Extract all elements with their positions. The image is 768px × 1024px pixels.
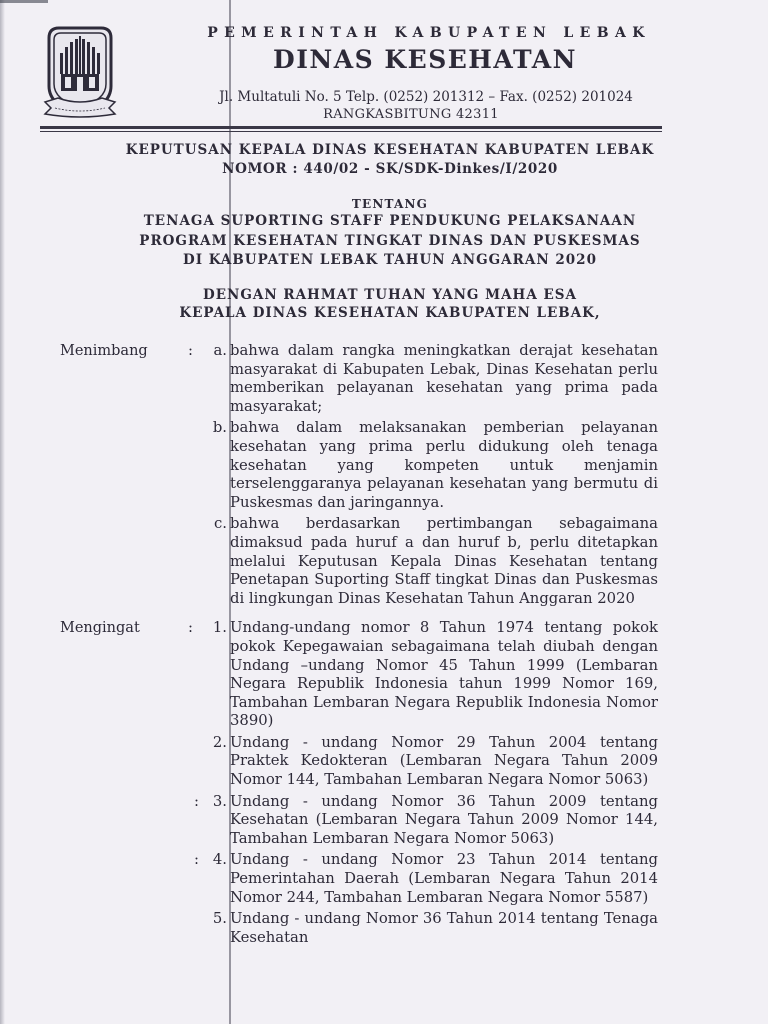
agency-address: Jl. Multatuli No. 5 Telp. (0252) 201312 – Fax. (0252) 201024 bbox=[219, 89, 633, 105]
scan-edge-shadow bbox=[0, 0, 5, 1024]
letterhead-rule-thick bbox=[40, 126, 662, 129]
item-marker: 5. bbox=[212, 910, 227, 928]
recalling-item bbox=[56, 793, 658, 849]
considering-item bbox=[56, 342, 658, 416]
lebak-regency-emblem-icon bbox=[41, 22, 119, 120]
issuer-line: KEPALA DINAS KESEHATAN KABUPATEN LEBAK, bbox=[179, 305, 601, 321]
recalling-colon: : bbox=[188, 619, 193, 637]
considering-colon: : bbox=[188, 342, 193, 359]
government-name: PEMERINTAH KABUPATEN LEBAK bbox=[207, 25, 651, 41]
recalling-item bbox=[56, 734, 658, 790]
considering-item bbox=[56, 419, 658, 512]
item-marker: c. bbox=[214, 515, 227, 533]
recalling-item bbox=[56, 910, 658, 947]
item-text: Undang-undang nomor 8 Tahun 1974 tentang pokok pokok Kepegawaian sebagaimana telah diubah dengan Undang –undang Nomor 45 Tahun 1999 (Lembaran Negara Republik Indonesia tahun 1999 Nomor 169, Tambahan Lembaran Negara Republik Indonesia Nomor 3890) bbox=[230, 619, 658, 730]
recalling-item bbox=[56, 619, 658, 731]
item-text: Undang - undang Nomor 36 Tahun 2014 tentang Tenaga Kesehatan bbox=[230, 910, 658, 946]
item-marker: 2. bbox=[212, 733, 227, 751]
decree-body bbox=[56, 342, 658, 950]
item-text: Undang - undang Nomor 23 Tahun 2014 tentang Pemerintahan Daerah (Lembaran Negara Tahun 2014 Nomor 244, Tambahan Lembaran Negara Nomor 5587) bbox=[230, 851, 658, 906]
item-text: bahwa berdasarkan pertimbangan sebagaimana dimaksud pada huruf a dan huruf b, perlu ditetapkan melalui Keputusan Kepala Dinas Kesehatan tentang Penetapan Suporting Staff tingkat Dinas dan Puskesmas di lingkungan Dinas Kesehatan Tahun Anggaran 2020 bbox=[230, 515, 658, 607]
recalling-section bbox=[56, 619, 658, 947]
considering-section bbox=[56, 342, 658, 608]
agency-city-postal: RANGKASBITUNG 42311 bbox=[323, 107, 499, 122]
decree-subject-line: DI KABUPATEN LEBAK TAHUN ANGGARAN 2020 bbox=[183, 252, 597, 268]
item-marker: a. bbox=[213, 342, 227, 359]
item-text: bahwa dalam melaksanakan pemberian pelayanan kesehatan yang prima perlu didukung oleh tenaga kesehatan yang kompeten untuk menjamin terselenggaranya pelayanan kesehatan yang bermutu di Puskesmas dan jaringannya. bbox=[230, 419, 658, 511]
item-marker: 1. bbox=[212, 619, 227, 637]
recalling-item bbox=[56, 851, 658, 907]
item-stray-colon: : bbox=[194, 851, 199, 869]
agency-name: DINAS KESEHATAN bbox=[273, 45, 577, 74]
letterhead-rule-thin bbox=[40, 131, 662, 132]
item-marker: 4. bbox=[212, 851, 227, 869]
considering-item bbox=[56, 515, 658, 608]
decree-subject-line: PROGRAM KESEHATAN TINGKAT DINAS DAN PUSKESMAS bbox=[139, 233, 641, 249]
decree-number: NOMOR : 440/02 - SK/SDK-Dinkes/I/2020 bbox=[222, 161, 558, 177]
item-stray-colon: : bbox=[194, 792, 199, 810]
recalling-label: Mengingat bbox=[60, 620, 140, 637]
item-text: bahwa dalam rangka meningkatkan derajat kesehatan masyarakat di Kabupaten Lebak, Dinas Kesehatan perlu memberikan pelayanan kesehatan yang prima pada masyarakat; bbox=[230, 342, 658, 415]
item-text: Undang - undang Nomor 36 Tahun 2009 tentang Kesehatan (Lembaran Negara Tahun 2009 Nomor 144, Tambahan Lembaran Negara Nomor 5063) bbox=[230, 792, 658, 847]
decree-title: KEPUTUSAN KEPALA DINAS KESEHATAN KABUPATEN LEBAK bbox=[125, 142, 655, 158]
decree-about-label: TENTANG bbox=[351, 197, 429, 211]
item-text: Undang - undang Nomor 29 Tahun 2004 tentang Praktek Kedokteran (Lembaran Negara Tahun 2009 Nomor 144, Tambahan Lembaran Negara Nomor 5063) bbox=[230, 733, 658, 789]
invocation-line: DENGAN RAHMAT TUHAN YANG MAHA ESA bbox=[202, 287, 578, 303]
considering-label: Menimbang bbox=[60, 343, 148, 359]
decree-subject-line: TENAGA SUPORTING STAFF PENDUKUNG PELAKSANAAN bbox=[143, 213, 637, 229]
scan-corner-shadow bbox=[0, 0, 48, 3]
item-marker: b. bbox=[212, 419, 227, 437]
item-marker: 3. bbox=[212, 792, 227, 810]
